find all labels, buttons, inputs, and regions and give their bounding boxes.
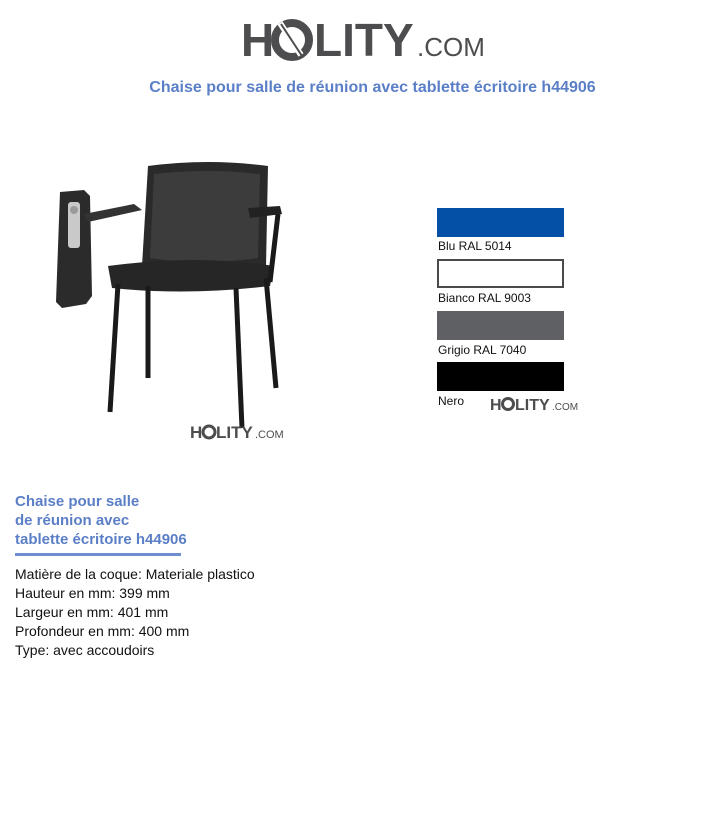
- spec-type: Type: avec accoudoirs: [15, 642, 155, 658]
- swatch-label-grigio: Grigio RAL 7040: [438, 343, 527, 357]
- svg-text:LITY: LITY: [515, 397, 550, 414]
- spec-list: [15, 565, 255, 660]
- watermark-o-icon: [203, 426, 215, 438]
- title-underline: [15, 553, 181, 556]
- svg-text:H: H: [490, 397, 502, 414]
- swatch-grigio[interactable]: [437, 311, 564, 340]
- chair-icon: [56, 162, 282, 428]
- svg-text:.COM: .COM: [552, 402, 579, 413]
- spec-height: Hauteur en mm: 399 mm: [15, 585, 170, 601]
- svg-text:LITY: LITY: [216, 423, 253, 442]
- svg-text:.COM: .COM: [255, 429, 284, 441]
- page-title: Chaise pour salle de réunion avec tablette écritoire h44906: [149, 79, 596, 96]
- product-title-line: de réunion avec: [15, 512, 130, 529]
- spec-width: Largeur en mm: 401 mm: [15, 604, 169, 620]
- logo-h: H: [241, 14, 275, 66]
- swatch-nero[interactable]: [437, 362, 564, 391]
- swatch-label-nero: Nero: [438, 394, 465, 408]
- product-image[interactable]: [38, 116, 310, 446]
- swatch-blu[interactable]: [437, 208, 564, 237]
- logo-lity: LITY: [314, 14, 414, 66]
- swatch-label-blu: Blu RAL 5014: [438, 239, 512, 253]
- spec-depth: Profondeur en mm: 400 mm: [15, 623, 190, 639]
- holity-watermark: [190, 423, 284, 442]
- swatch-label-bianco: Bianco RAL 9003: [438, 291, 531, 305]
- spec-material: Matière de la coque: Materiale plastico: [15, 566, 255, 582]
- holity-logo[interactable]: [241, 12, 491, 68]
- logo-o-icon: [275, 23, 309, 57]
- product-title: [15, 492, 215, 549]
- color-swatch-panel: [430, 200, 600, 420]
- swatch-bianco[interactable]: [437, 259, 564, 288]
- logo-com: .COM: [417, 32, 485, 62]
- product-title-line: Chaise pour salle: [15, 493, 140, 510]
- product-title-line: tablette écritoire h44906: [15, 531, 187, 548]
- holity-watermark-swatches: [490, 392, 586, 414]
- svg-text:H: H: [190, 423, 203, 442]
- watermark-o-icon: [503, 399, 514, 410]
